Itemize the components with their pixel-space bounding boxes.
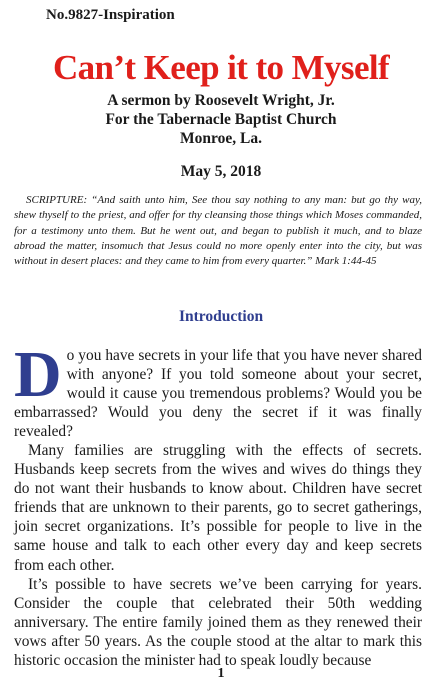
body-paragraph: It’s possible to have secrets we’ve been carrying for years. Consider the couple that celebrated their 50th wedding anniversary. The entire family joined them as they renewed their vows after 50 years. As the couple stood at the altar to mark this historic occasion the minister had to speak loudly because bbox=[14, 575, 422, 669]
page-number: 1 bbox=[217, 666, 225, 681]
scripture-passage: SCRIPTURE: “And saith unto him, See thou say nothing to any man: but go thy way, shew thyself to the priest, and offer for thy cleansing those things which Moses commanded, for a testimony unto them. But he went out, and began to publish it much, and to blaze abroad the matter, insomuch that Jesus could no more openly enter into the city, but was without in desert places: and they came to him from every quarter.” Mark 1:44-45 bbox=[14, 194, 422, 268]
byline-church: For the Tabernacle Baptist Church bbox=[105, 111, 337, 128]
sermon-date: May 5, 2018 bbox=[180, 163, 262, 180]
sermon-body bbox=[14, 338, 422, 670]
drop-cap: D bbox=[14, 338, 62, 411]
series-number: No.9827-Inspiration bbox=[46, 7, 175, 23]
section-heading: Introduction bbox=[178, 308, 264, 325]
paragraph-text: o you have secrets in your life that you have never shared with anyone? If you told someone about your secret, would it cause you tremendous problems? Would you be embarrassed? Would you deny the secret if it was finally revealed? bbox=[14, 347, 422, 441]
byline-author: A sermon by Roosevelt Wright, Jr. bbox=[107, 92, 335, 109]
byline bbox=[0, 91, 442, 148]
body-paragraph: Many families are struggling with the effects of secrets. Husbands keep secrets from the wives and wives do things they do not want their husbands to know about. Children have secret friends that are unknown to their parents, go to secret gatherings, join secret organizations. It’s possible for people to live in the same house and talk to each other every day and keep secrets from each other. bbox=[14, 442, 422, 574]
byline-location: Monroe, La. bbox=[180, 130, 262, 147]
body-paragraph bbox=[14, 338, 422, 441]
sermon-title: Can’t Keep it to Myself bbox=[52, 48, 390, 87]
